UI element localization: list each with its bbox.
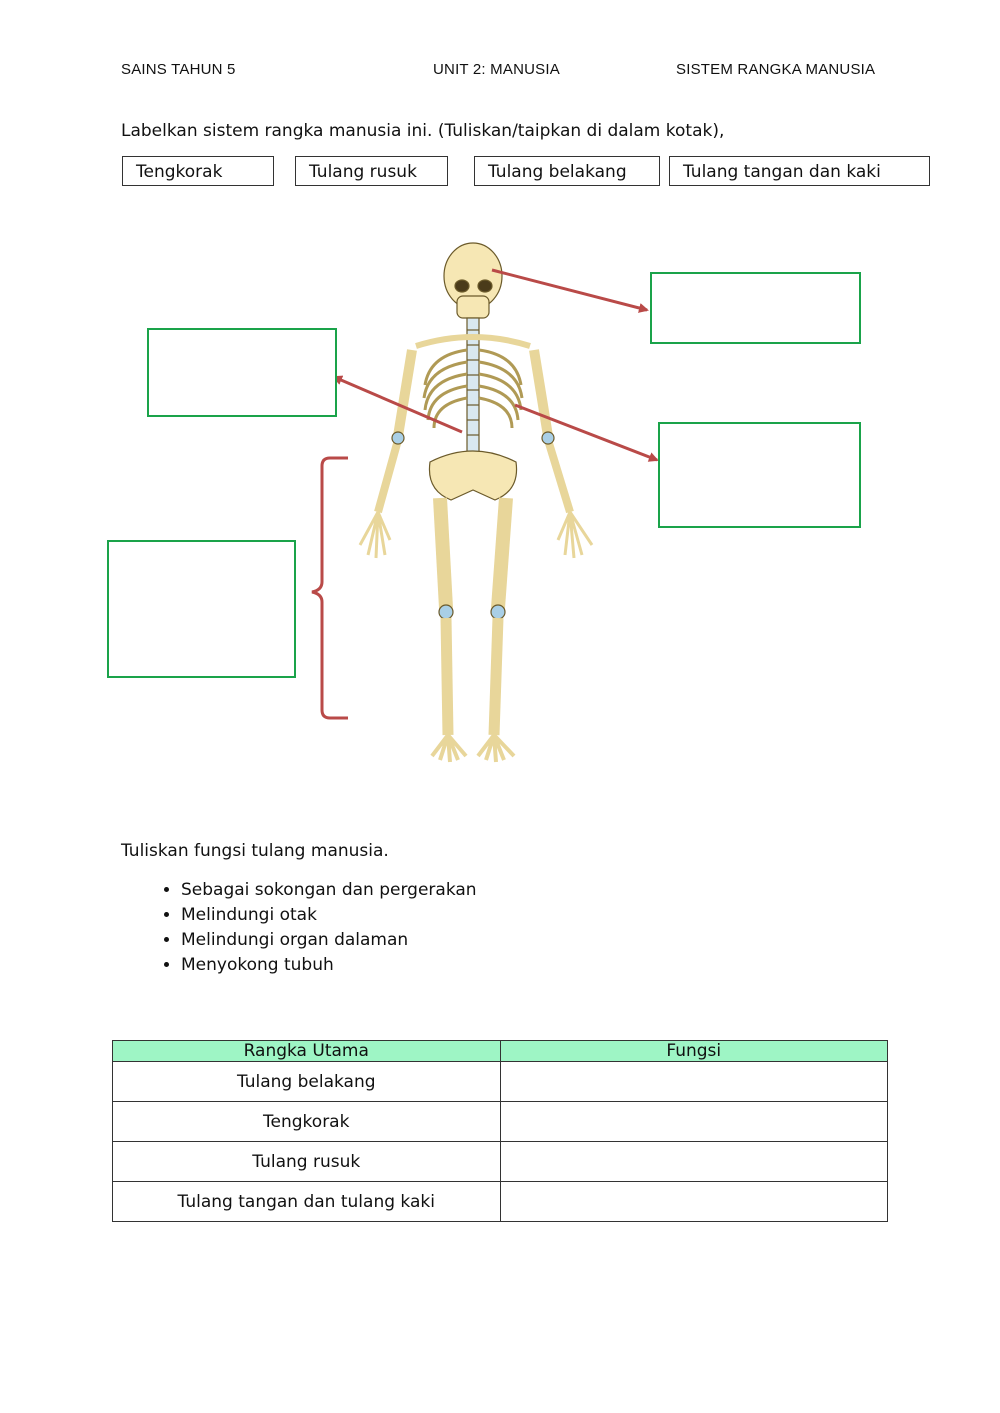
- table-cell-function[interactable]: [500, 1142, 888, 1182]
- functions-table: [112, 1040, 888, 1222]
- table-row: [113, 1142, 888, 1182]
- table-cell-function[interactable]: [500, 1102, 888, 1142]
- functions-title: Tuliskan fungsi tulang manusia.: [121, 841, 389, 861]
- list-item: • Melindungi organ dalaman: [181, 928, 477, 953]
- table-cell-part: Tulang rusuk: [113, 1142, 501, 1182]
- word-bank-item[interactable]: Tulang belakang: [474, 156, 660, 186]
- legs: [432, 498, 514, 762]
- column-header-part: Rangka Utama: [113, 1041, 501, 1062]
- arrow-ribs: [515, 405, 657, 460]
- word-bank-item[interactable]: Tulang tangan dan kaki: [669, 156, 930, 186]
- header-topic: SISTEM RANGKA MANUSIA: [676, 61, 876, 78]
- list-item: • Sebagai sokongan dan pergerakan: [181, 878, 477, 903]
- answer-box-limbs[interactable]: [107, 540, 296, 678]
- functions-list: [121, 878, 477, 978]
- word-bank-item[interactable]: Tulang rusuk: [295, 156, 448, 186]
- word-bank-item[interactable]: Tengkorak: [122, 156, 274, 186]
- header-subject: SAINS TAHUN 5: [121, 61, 236, 78]
- table-cell-part: Tulang belakang: [113, 1062, 501, 1102]
- skeleton-illustration: [360, 243, 592, 762]
- column-header-function: Fungsi: [500, 1041, 888, 1062]
- table-row: [113, 1102, 888, 1142]
- jaw: [457, 296, 489, 318]
- table-cell-part: Tengkorak: [113, 1102, 501, 1142]
- table-cell-function[interactable]: [500, 1182, 888, 1222]
- table-header-row: [113, 1041, 888, 1062]
- list-item: • Menyokong tubuh: [181, 953, 477, 978]
- pelvis: [429, 451, 516, 500]
- table-row: [113, 1182, 888, 1222]
- bracket-limbs: [312, 458, 348, 718]
- header-unit: UNIT 2: MANUSIA: [433, 61, 560, 78]
- answer-box-skull[interactable]: [650, 272, 861, 344]
- instruction-text: Labelkan sistem rangka manusia ini. (Tuliskan/taipkan di dalam kotak),: [121, 121, 725, 141]
- table-cell-function[interactable]: [500, 1062, 888, 1102]
- answer-box-spine[interactable]: [147, 328, 337, 417]
- table-row: [113, 1062, 888, 1102]
- list-item: • Melindungi otak: [181, 903, 477, 928]
- table-cell-part: Tulang tangan dan tulang kaki: [113, 1182, 501, 1222]
- arrow-skull: [492, 270, 647, 310]
- answer-box-ribs[interactable]: [658, 422, 861, 528]
